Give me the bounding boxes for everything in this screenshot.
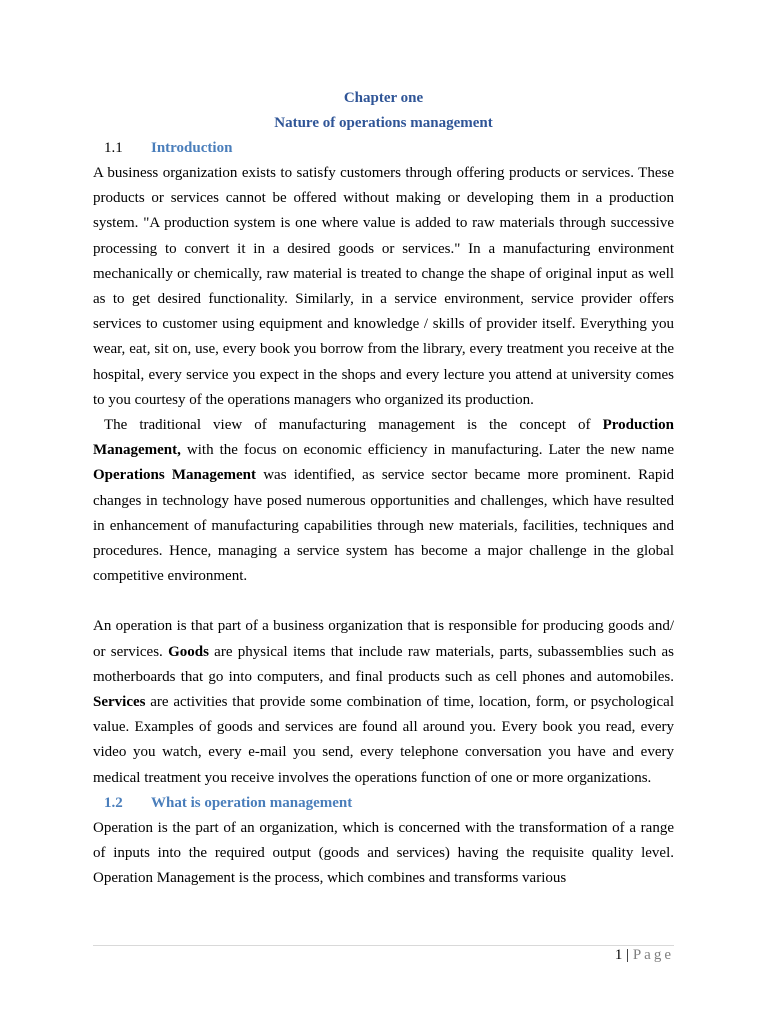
- bold-term-goods: Goods: [168, 643, 209, 660]
- section-title: What is operation management: [151, 794, 353, 811]
- section-number: 1.2: [104, 794, 123, 811]
- section-heading-introduction: [93, 136, 674, 161]
- footer-separator: |: [626, 947, 630, 963]
- page-label: Page: [632, 947, 674, 963]
- section-heading-what-is-operation-management: [93, 791, 674, 816]
- section-title: Introduction: [151, 140, 233, 156]
- bold-term-services: Services: [93, 694, 146, 711]
- paragraph-spacer: [93, 589, 674, 614]
- paragraph-intro-1: A business organization exists to satisfy customers through offering products or services. These products or services cannot be offered without making or developing them in a production system. "A production system is one where value is added to raw materials through successive processing to convert it in a desired goods or services." In a manufacturing environment mechanically or chemically, raw material is treated to change the shape of original input as well as to get desired functionality. Similarly, in a service environment, service provider offers services to customer using equipment and knowledge / skills of provider itself. Everything you wear, eat, sit on, use, every book you borrow from the library, every treatment you receive at the hospital, every service you expect in the shops and every lecture you attend at university comes to you courtesy of the operations managers who organized its production.: [93, 165, 674, 408]
- page-content: [93, 86, 674, 891]
- chapter-title: Chapter one: [343, 90, 424, 106]
- text-span: are physical items that include raw materials, parts, subassemblies such as motherboards that go into computers, and final products such as cell phones and automobiles.: [93, 643, 675, 685]
- paragraph-intro-2: [93, 413, 674, 589]
- bold-term-operations-management: Operations Management: [93, 467, 257, 484]
- text-span: was identified, as service sector became more prominent. Rapid changes in technology have posed numerous opportunities and challenges, which have resulted in enhancement of manufacturing capabilities through new materials, facilities, techniques and procedures. Hence, managing a service system has become a major challenge in the global competitive environment.: [93, 467, 674, 585]
- paragraph-intro-3: [93, 614, 674, 790]
- page-number: 1: [614, 947, 623, 963]
- bold-term-production-management: Production Management,: [93, 417, 674, 459]
- text-span: are activities that provide some combination of time, location, form, or psychological value. Examples of goods and services are found all around you. Every book you read, every video you watch, every e-mail you send, every telephone conversation you have and every medical treatment you receive involves the operations function of one or more organizations.: [93, 694, 674, 786]
- text-span: An operation is that part of a business organization that is responsible for producing goods and/ or services.: [93, 618, 674, 660]
- paragraph-section2-1: Operation is the part of an organization, which is concerned with the transformation of a range of inputs into the required output (goods and services) having the requisite quality level. Operation Management is the process, which combines and transforms various: [93, 819, 674, 887]
- section-number: 1.1: [104, 140, 123, 156]
- text-span: The traditional view of manufacturing management is the concept of: [104, 417, 603, 434]
- page-footer: [93, 946, 674, 964]
- text-span: with the focus on economic efficiency in manufacturing. Later the new name: [180, 442, 674, 459]
- chapter-subtitle: Nature of operations management: [274, 115, 493, 131]
